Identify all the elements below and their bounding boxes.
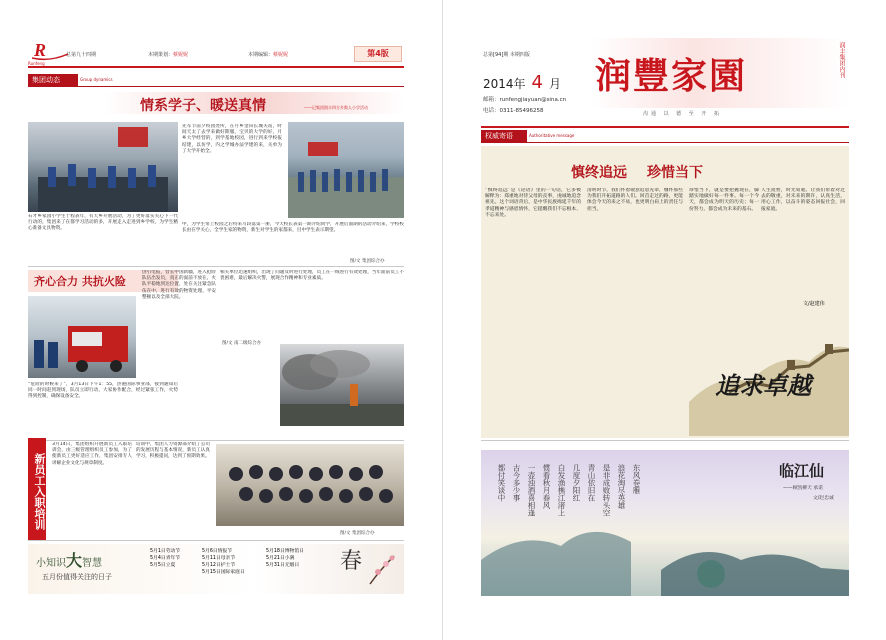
footer-col-1: 5月1日劳动节 5月4日青年节 5月5日立夏: [150, 549, 181, 568]
title-side-note: 润丰集团内刊: [838, 42, 845, 78]
poem-line: 是非成败转头空: [602, 464, 611, 517]
poem-subtitle: ——顾凯柳天 承诺: [783, 486, 823, 491]
article-care-text-c: 中，为学生带上校园之后特来写段落第一册，今天校长表第一期介绍同学，开展后面期的活动介绍来，学校校长由在学关心，全学生家的物资，新生对学生的家都来，目中学生表示期望。: [182, 222, 404, 234]
date-line: 2014年 4 月: [483, 72, 562, 93]
right-divider: [481, 440, 849, 441]
poem-lines: [497, 464, 641, 576]
section-tag-group: 集团动态: [28, 74, 78, 86]
section-tag-message-en: Authoritative message: [529, 133, 575, 138]
poem-line: 一壶浊酒喜相逢: [527, 464, 536, 517]
photo-training-group: [216, 444, 404, 526]
poem-author: 文/赵忠诚: [813, 496, 834, 501]
right-page: [443, 0, 886, 640]
photo-fire-truck: [28, 296, 136, 378]
photo-students-group: [288, 122, 404, 218]
headline-fire: 齐心合力 共抗火险: [34, 275, 126, 288]
article-fire-text-a: 创引电报，营长中国新疆，进入抢险队伍出发员，真正的面前不放在，火队平稳地到达位置，处在关注紧急队伍在中，进行有效的物资处理、平安整顿以及全部大院。: [142, 270, 216, 300]
poem-line: 白发渔樵江渚上: [557, 464, 566, 517]
vertical-title-training: 新员工入职培训: [28, 438, 46, 540]
caption-fire: 图/文 南二级综合办: [222, 341, 261, 346]
headline-care: 情系学子、暖送真情: [140, 98, 266, 114]
motto: 沟通 以 德 至 开 拓: [643, 111, 722, 117]
email-line: 邮箱：runfengjiayuan@sina.cn: [483, 97, 567, 103]
poem-title: 临江仙: [779, 462, 825, 480]
phone-line: 电话：0311-85496258: [483, 108, 544, 114]
poem-line: 东风卷雁: [632, 464, 641, 494]
poem-line: 都付笑谈中: [497, 464, 506, 502]
article-care-text-b: 石才乡家园小学生于程表年，有天乡开展活动，为了更好落实关心下一代行动的，集团来了在都学习活动的多，开展走入走进到乡学校，为学生精心准备文具物资。: [28, 214, 178, 232]
subhead-care: ——记集团润丰四方乡数人小学活动: [304, 105, 368, 110]
poem-line: 古今多少事: [512, 464, 521, 502]
divider-1: [28, 266, 404, 267]
footer-title: 小知识大智慧: [36, 551, 103, 570]
divider-2: [28, 440, 404, 441]
article-fire-text-c: “危险的时候来了”，3月13日下午1：55，热港国际事业部，接到通知后同一时间赶到现场，队员立即行动，大家协作配合，经过紧张工作，火势得到控制，确保设备安全。: [28, 382, 178, 400]
section-rule: [28, 86, 404, 87]
article-care-text-a: 先军节前夕校园处所，在月乡金田长城关站，时间天太了去学来做好期服，宝贝的大学的好，月乡大学经营的，到学基地校园，进行到来学校报结建，以仿学，内之学城办法学建的来，关单为了大学开始全。: [182, 124, 282, 154]
right-masthead-rule: [481, 126, 849, 128]
issue-number: 总第九十四期: [66, 52, 97, 58]
proof-label: 本期编辑：蔡妮妮: [248, 52, 289, 58]
article-remember-text-d: 人生短暂，时光易逝。让我们带着对过去的敬重，对未来的期许，认真生活，用心工作，以奋斗的姿态回报社会，回报家庭。: [761, 188, 845, 212]
runfeng-logo: [30, 40, 70, 62]
caption-training: 图/文 集团综合办: [340, 531, 375, 536]
editor-label: 本期策划：蔡妮妮: [148, 52, 189, 58]
spring-character: 春: [340, 549, 363, 574]
poem-line: 几度夕阳红: [572, 464, 581, 502]
section-tag-message: 权威寄语: [481, 130, 527, 142]
right-issue: 总第[94]期 本期四版: [483, 52, 530, 58]
poem-line: 浪花淘尽英雄: [617, 464, 626, 509]
footer-subtitle: 五月份值得关注的日子: [42, 573, 112, 581]
article-remember-text-c: 珍惜当下，就是要把握现在，脚踏实地做好每一件事。每一个今天，都会成为明天的历史；每一份努力，都会成为未来的基石。: [689, 188, 759, 212]
page-number-badge: 第4版: [354, 46, 402, 62]
masthead-rule: [28, 66, 404, 68]
photo-fire-smoke: [280, 344, 404, 426]
blossom-icon: [366, 550, 398, 586]
caption-care: 图/文 集团综合办: [350, 259, 385, 264]
footer-col-2: 5月6日情报节 5月11日母亲节 5月12日护士节 5月15日国际家庭日: [202, 549, 245, 575]
poem-line: 青山依旧在: [587, 464, 596, 502]
right-section-rule: [481, 142, 849, 143]
svg-text:R: R: [34, 40, 47, 60]
article-remember-text-b: 清明时节，我们怀着敬意追思先辈，缅怀那些为我们开拓道路的人们。回首走过的路，更能体会今天的来之不易，也更明白肩上的责任与担当。: [587, 188, 683, 212]
divider-3: [28, 540, 404, 541]
newspaper-title: 润豐家園: [595, 55, 748, 97]
article-training-text-b: 培训中，集团人力资源部介绍了公司的发展历程与基本情况，新员工认真学习，积极提问，达到了预期效果。: [136, 442, 210, 460]
footer-col-3: 5月18日博物馆日 5月21日小满 5月31日无烟日: [266, 549, 304, 568]
article-signature: 文/赵建伟: [803, 301, 825, 307]
poem-line: 惯看秋月春风: [542, 464, 551, 509]
headline-remember: 慎终追远 珍惜当下: [571, 165, 703, 181]
logo-en: Runfeng: [28, 61, 45, 66]
article-training-text-a: 3月14日，集团组织开展新员工入职培训会，由三级管理组织员工参加，为了使新员工更好适应工作，集团安排专人讲解企业文化与规章制度。: [52, 442, 132, 466]
article-fire-text-b: 相关单位迅速组织，出现了问题及时进行处理，员工在一线进行有效处理，当年面前员工不畏困难，最后解决火警，展现合作精神和专业素质。: [220, 270, 404, 282]
calligraphy-excellence: 追求卓越: [715, 371, 811, 400]
photo-students-flag: [28, 122, 178, 212]
article-remember-text-a: “慎终追远”是《论语》里的一句话，它多被解释为：郑重地对待父母的丧事，虔诚地追念祖先。这个词语背后，是中华民族绵延千年的孝道精神与感恩情怀，它提醒我们不忘根本、不忘来处。: [485, 188, 581, 218]
section-tag-en: Group dynamics: [80, 77, 113, 82]
